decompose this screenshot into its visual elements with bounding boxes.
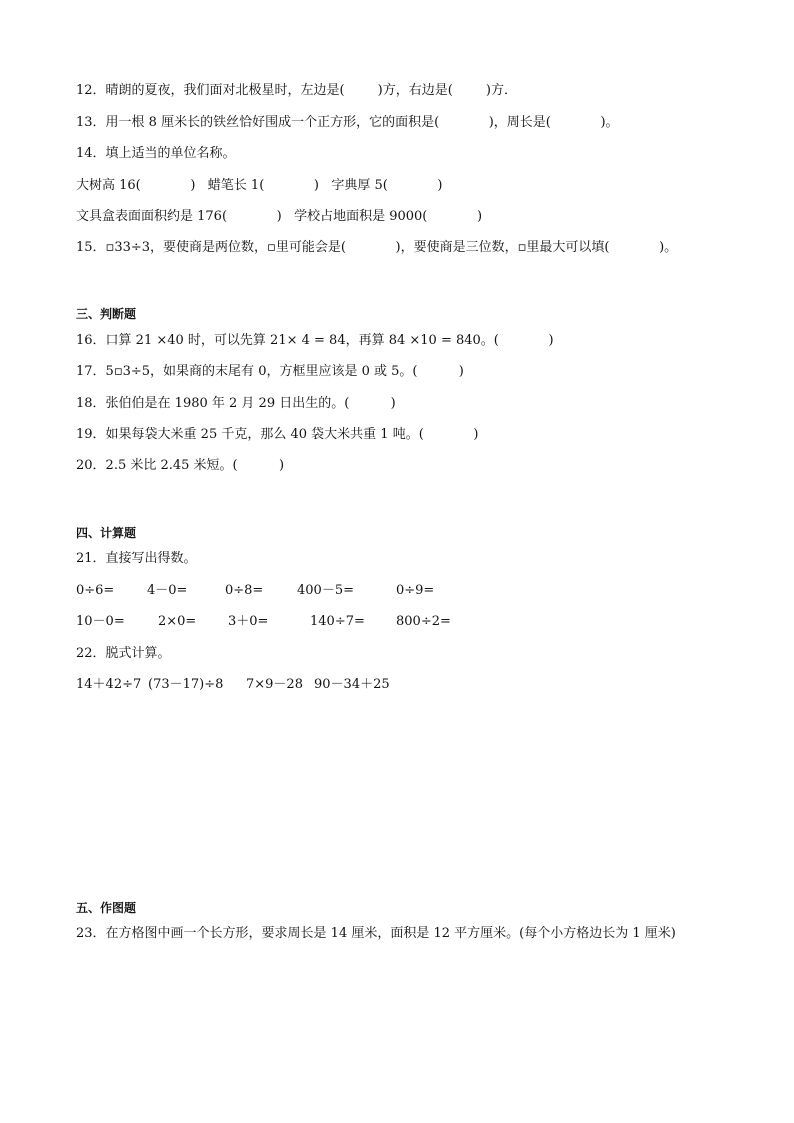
- step-calc-item: 90－34＋25: [314, 677, 390, 692]
- oral-calc-item: 4－0=: [147, 583, 188, 598]
- question-21: 21．直接写出得数。: [76, 551, 197, 566]
- oral-calc-item: 10－0=: [76, 614, 125, 629]
- step-calc-item: 7×9－28: [246, 677, 303, 692]
- section-heading-drawing: 五、作图题: [76, 901, 137, 915]
- question-15: 15．▫33÷3，要使商是两位数，▫里可能会是( )，要使商是三位数，▫里最大可以填( )。: [76, 240, 678, 255]
- oral-calc-item: 0÷9=: [396, 583, 435, 598]
- step-calc-item: 14＋42÷7: [76, 677, 142, 692]
- question-23: 23．在方格图中画一个长方形，要求周长是 14 厘米，面积是 12 平方厘米。(每个小方格边长为 1 厘米): [76, 926, 676, 941]
- question-12: 12．晴朗的夏夜，我们面对北极星时，左边是( )方，右边是( )方．: [76, 83, 517, 98]
- question-14-row-2: 文具盒表面面积约是 176( ) 学校占地面积是 9000( ): [76, 209, 483, 224]
- question-22: 22．脱式计算。: [76, 646, 171, 661]
- question-17: 17．5▫3÷5，如果商的末尾有 0，方框里应该是 0 或 5。( ): [76, 364, 464, 379]
- oral-calc-item: 0÷6=: [76, 583, 115, 598]
- question-13: 13．用一根 8 厘米长的铁丝恰好围成一个正方形，它的面积是( )，周长是( )。: [76, 115, 619, 130]
- oral-calc-item: 140÷7=: [310, 614, 365, 629]
- question-19: 19．如果每袋大米重 25 千克，那么 40 袋大米共重 1 吨。( ): [76, 427, 479, 442]
- oral-calc-item: 3＋0=: [228, 614, 269, 629]
- section-heading-judgment: 三、判断题: [76, 307, 137, 321]
- question-14-row-1: 大树高 16( ) 蜡笔长 1( ) 字典厚 5( ): [76, 178, 443, 193]
- oral-calc-item: 800÷2=: [396, 614, 451, 629]
- section-heading-calculation: 四、计算题: [76, 526, 137, 540]
- oral-calc-item: 400－5=: [297, 583, 354, 598]
- oral-calc-item: 0÷8=: [225, 583, 264, 598]
- step-calc-item: (73－17)÷8: [148, 677, 224, 692]
- oral-calc-item: 2×0=: [158, 614, 197, 629]
- question-16: 16．口算 21 ×40 时，可以先算 21× 4 = 84，再算 84 ×10 = 840。( ): [76, 333, 554, 348]
- question-18: 18．张伯伯是在 1980 年 2 月 29 日出生的。( ): [76, 396, 396, 411]
- question-14: 14．填上适当的单位名称。: [76, 146, 236, 161]
- question-20: 20．2.5 米比 2.45 米短。( ): [76, 458, 285, 473]
